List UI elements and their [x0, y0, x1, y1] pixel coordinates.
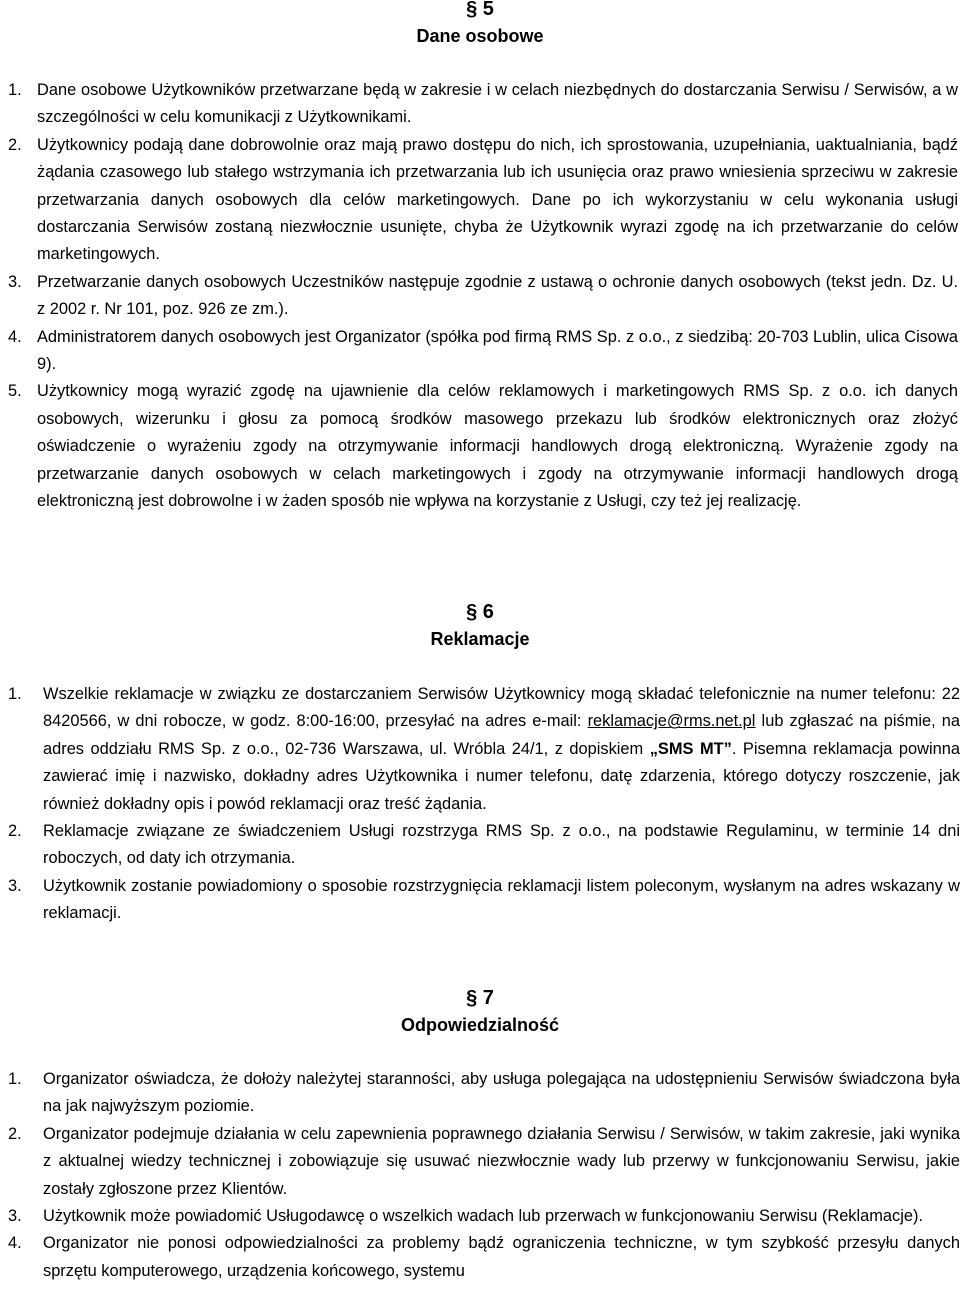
list-item	[8, 1066, 960, 1121]
item-number: 1.	[8, 685, 22, 703]
item-text: Przetwarzanie danych osobowych Uczestników następuje zgodnie z ustawą o ochronie danych osobowych (tekst jedn. Dz. U. z 2002 r. Nr 101, poz. 926 ze zm.).	[37, 272, 958, 319]
item-number: 2.	[8, 135, 22, 154]
section-7-heading	[0, 985, 960, 1039]
section-title: Odpowiedzialność	[400, 1015, 560, 1035]
item-text-part: lub zgłaszać na piśmie, na adres oddziału RMS Sp. z o.o., 02-736 Warszawa, ul. Wróbla 24/1, z dopiskiem	[43, 712, 960, 758]
item-number: 3.	[8, 272, 22, 291]
item-number: 5.	[8, 382, 22, 401]
item-text: Organizator oświadcza, że dołoży należytej staranności, aby usługa polegająca na udostępnieniu Serwisów świadczona była na jak najwyższym poziomie.	[43, 1070, 960, 1116]
section-5-heading	[0, 0, 960, 50]
item-number: 1.	[8, 1070, 22, 1088]
item-number: 2.	[8, 822, 22, 841]
item-text	[43, 681, 960, 818]
section-sign: § 5	[466, 0, 494, 20]
item-text: Użytkownik zostanie powiadomiony o sposobie rozstrzygnięcia reklamacji listem poleconym, wysłanym na adres wskazany w reklamacji.	[43, 876, 960, 923]
list-item	[8, 1121, 960, 1203]
item-number: 4.	[8, 1234, 22, 1253]
list-item	[8, 818, 960, 873]
item-number: 4.	[8, 327, 22, 346]
list-item	[8, 873, 960, 928]
item-text: Organizator nie ponosi odpowiedzialności za problemy bądź ograniczenia techniczne, w tym szybkość przesyłu danych sprzętu komputerowego, urządzenia końcowego, systemu	[43, 1234, 960, 1280]
item-text: Użytkownik może powiadomić Usługodawcę o wszelkich wadach lub przerwach w funkcjonowaniu Serwisu (Reklamacje).	[43, 1207, 923, 1226]
list-item	[8, 132, 958, 269]
list-item	[8, 681, 960, 818]
item-text: Organizator podejmuje działania w celu zapewnienia poprawnego działania Serwisu / Serwisów, w takim zakresie, jaki wynika z aktualnej wiedzy technicznej i zobowiązuje się usuwać niezwłocznie wady lub przerwy w funkcjonowaniu Serwisu, jakie zostały zgłoszone przez Klientów.	[43, 1124, 960, 1198]
list-item	[8, 324, 958, 379]
list-item	[8, 77, 958, 132]
item-text-part: . Pisemna reklamacja powinna zawierać imię i nazwisko, dokładny adres Użytkownika i numer telefonu, datę zdarzenia, którego dotyczy roszczenie, jak również dokładny opis i powód reklamacji oraz treść żądania.	[43, 739, 960, 813]
item-number: 1.	[8, 81, 22, 99]
section-6-list	[8, 681, 960, 928]
item-number: 2.	[8, 1124, 22, 1143]
section-6-heading	[0, 599, 960, 653]
item-text: Reklamacje związane ze świadczeniem Usługi rozstrzyga RMS Sp. z o.o., na podstawie Regulaminu, w terminie 14 dni roboczych, od daty ich otrzymania.	[43, 822, 960, 868]
item-text: Użytkownicy podają dane dobrowolnie oraz mają prawo dostępu do nich, ich sprostowania, uzupełniania, uaktualniania, bądź żądania czasowego lub stałego wstrzymania ich przetwarzania lub ich usunięcia oraz prawo wniesienia sprzeciwu w zakresie przetwarzania danych osobowych dla celów marketingowych. Dane po ich wykorzystaniu w celu wykonania usługi dostarczania Serwisów zostaną niezwłocznie usunięte, chyba że Użytkownik wyrazi zgodę na ich przetwarzanie do celów marketingowych.	[37, 135, 958, 264]
section-title: Dane osobowe	[416, 26, 544, 46]
section-sign: § 7	[466, 987, 494, 1009]
section-5-list	[8, 77, 958, 516]
section-7-list	[8, 1066, 960, 1285]
item-number: 3.	[8, 1207, 22, 1226]
email-link[interactable]: reklamacje@rms.net.pl	[587, 712, 756, 731]
item-text: Użytkownicy mogą wyrazić zgodę na ujawnienie dla celów reklamowych i marketingowych RMS Sp. z o.o. ich danych osobowych, wizerunku i głosu za pomocą środków masowego przekazu lub środków elektronicznych oraz złożyć oświadczenie o wyrażeniu zgody na otrzymywanie informacji handlowych drogą elektroniczną. Wyrażenie zgody na przetwarzanie danych osobowych w celach marketingowych i zgody na otrzymywanie informacji handlowych drogą elektroniczną jest dobrowolne i w żaden sposób nie wpływa na korzystanie z Usługi, czy też jej realizację.	[37, 382, 958, 511]
item-text-part: Wszelkie reklamacje w związku ze dostarczaniem Serwisów Użytkownicy mogą składać telefonicznie na numer telefonu: 22 8420566, w dni robocze, w godz. 8:00-16:00, przesyłać na adres e-mail:	[43, 685, 960, 731]
list-item	[8, 1203, 960, 1230]
list-item	[8, 1230, 960, 1285]
list-item	[8, 378, 958, 515]
item-text: Dane osobowe Użytkowników przetwarzane będą w zakresie i w celach niezbędnych do dostarczania Serwisu / Serwisów, a w szczególności w celu komunikacji z Użytkownikami.	[37, 81, 958, 127]
section-title: Reklamacje	[430, 629, 530, 649]
section-sign: § 6	[466, 601, 494, 623]
service-tag: „SMS MT”	[649, 739, 732, 758]
item-number: 3.	[8, 876, 22, 895]
item-text: Administratorem danych osobowych jest Organizator (spółka pod firmą RMS Sp. z o.o., z siedzibą: 20-703 Lublin, ulica Cisowa 9).	[37, 327, 958, 374]
list-item	[8, 269, 958, 324]
